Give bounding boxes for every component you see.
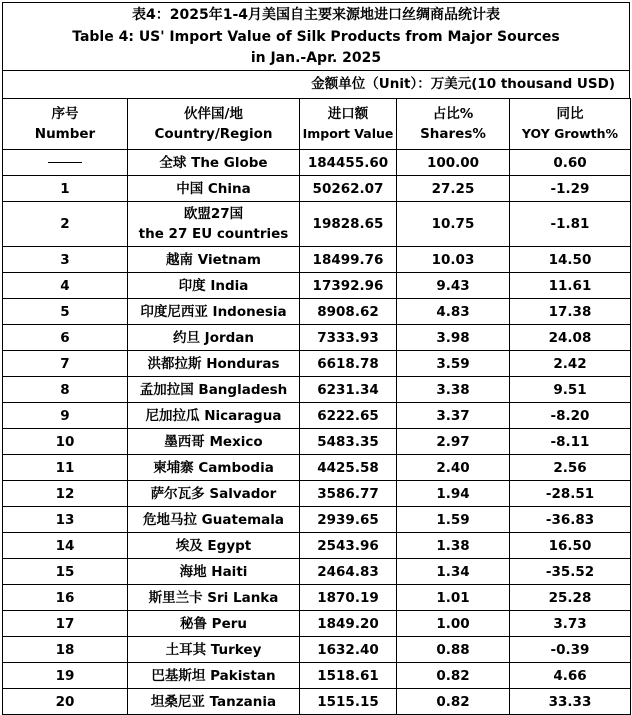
statistics-sheet xyxy=(2,2,630,710)
cell-shares: 27.25 xyxy=(397,176,510,202)
table-row xyxy=(3,299,631,325)
cell-number: 8 xyxy=(3,377,128,403)
table-row xyxy=(3,429,631,455)
cell-country: 中国 China xyxy=(128,176,300,202)
cell-number: 9 xyxy=(3,403,128,429)
cell-country: 洪都拉斯 Honduras xyxy=(128,351,300,377)
table-row xyxy=(3,585,631,611)
cell-number: 18 xyxy=(3,637,128,663)
cell-import-value: 2464.83 xyxy=(300,559,397,585)
table-row xyxy=(3,663,631,689)
table-row xyxy=(3,325,631,351)
cell-shares: 1.34 xyxy=(397,559,510,585)
title-chinese: 表4：2025年1-4月美国自主要来源地进口丝绸商品统计表 xyxy=(132,7,500,23)
cell-import-value: 3586.77 xyxy=(300,481,397,507)
header-import-value: 进口额 Import Value xyxy=(300,99,397,150)
cell-import-value: 1849.20 xyxy=(300,611,397,637)
cell-shares: 10.03 xyxy=(397,247,510,273)
cell-yoy: 33.33 xyxy=(510,689,631,715)
cell-number: 15 xyxy=(3,559,128,585)
cell-yoy: 11.61 xyxy=(510,273,631,299)
cell-country: 越南 Vietnam xyxy=(128,247,300,273)
table-row xyxy=(3,689,631,715)
cell-import-value: 19828.65 xyxy=(300,202,397,247)
cell-shares: 100.00 xyxy=(397,150,510,176)
cell-country: 海地 Haiti xyxy=(128,559,300,585)
table-row xyxy=(3,455,631,481)
cell-shares: 1.38 xyxy=(397,533,510,559)
cell-number: 19 xyxy=(3,663,128,689)
table-row xyxy=(3,247,631,273)
cell-import-value: 8908.62 xyxy=(300,299,397,325)
cell-country: 土耳其 Turkey xyxy=(128,637,300,663)
cell-number: 16 xyxy=(3,585,128,611)
table-row xyxy=(3,351,631,377)
cell-shares: 1.01 xyxy=(397,585,510,611)
cell-shares: 1.59 xyxy=(397,507,510,533)
cell-shares: 3.38 xyxy=(397,377,510,403)
table-row xyxy=(3,202,631,247)
cell-yoy: 2.56 xyxy=(510,455,631,481)
table-row xyxy=(3,150,631,176)
cell-shares: 0.82 xyxy=(397,689,510,715)
cell-import-value: 1515.15 xyxy=(300,689,397,715)
cell-number: 7 xyxy=(3,351,128,377)
cell-import-value: 17392.96 xyxy=(300,273,397,299)
title-period: in Jan.-Apr. 2025 xyxy=(250,50,382,66)
cell-number: 14 xyxy=(3,533,128,559)
cell-country: 危地马拉 Guatemala xyxy=(128,507,300,533)
cell-number: 1 xyxy=(3,176,128,202)
cell-yoy: -0.39 xyxy=(510,637,631,663)
table-row xyxy=(3,273,631,299)
cell-country: 全球 The Globe xyxy=(128,150,300,176)
cell-yoy: 25.28 xyxy=(510,585,631,611)
table-row xyxy=(3,481,631,507)
table-row xyxy=(3,377,631,403)
cell-shares: 0.82 xyxy=(397,663,510,689)
table-row xyxy=(3,507,631,533)
cell-import-value: 4425.58 xyxy=(300,455,397,481)
cell-shares: 10.75 xyxy=(397,202,510,247)
cell-shares: 3.59 xyxy=(397,351,510,377)
cell-country: 埃及 Egypt xyxy=(128,533,300,559)
cell-shares: 9.43 xyxy=(397,273,510,299)
cell-number: 12 xyxy=(3,481,128,507)
cell-yoy: 24.08 xyxy=(510,325,631,351)
cell-country: 印度尼西亚 Indonesia xyxy=(128,299,300,325)
table-body xyxy=(3,150,631,715)
cell-shares: 3.98 xyxy=(397,325,510,351)
cell-country: 巴基斯坦 Pakistan xyxy=(128,663,300,689)
cell-number: 3 xyxy=(3,247,128,273)
import-table xyxy=(2,98,631,715)
table-row xyxy=(3,403,631,429)
cell-number: 4 xyxy=(3,273,128,299)
cell-import-value: 184455.60 xyxy=(300,150,397,176)
cell-country: 尼加拉瓜 Nicaragua xyxy=(128,403,300,429)
cell-country: 萨尔瓦多 Salvador xyxy=(128,481,300,507)
header-shares: 占比% Shares% xyxy=(397,99,510,150)
cell-import-value: 6222.65 xyxy=(300,403,397,429)
cell-shares: 3.37 xyxy=(397,403,510,429)
cell-import-value: 1632.40 xyxy=(300,637,397,663)
cell-country: 坦桑尼亚 Tanzania xyxy=(128,689,300,715)
cell-country: 墨西哥 Mexico xyxy=(128,429,300,455)
cell-yoy: -8.20 xyxy=(510,403,631,429)
cell-yoy: -28.51 xyxy=(510,481,631,507)
cell-import-value: 6231.34 xyxy=(300,377,397,403)
cell-import-value: 2543.96 xyxy=(300,533,397,559)
cell-import-value: 18499.76 xyxy=(300,247,397,273)
cell-yoy: 0.60 xyxy=(510,150,631,176)
cell-country: 约旦 Jordan xyxy=(128,325,300,351)
table-row xyxy=(3,611,631,637)
cell-number: 5 xyxy=(3,299,128,325)
cell-shares: 4.83 xyxy=(397,299,510,325)
cell-country: 柬埔寨 Cambodia xyxy=(128,455,300,481)
cell-number: 17 xyxy=(3,611,128,637)
cell-import-value: 50262.07 xyxy=(300,176,397,202)
cell-import-value: 5483.35 xyxy=(300,429,397,455)
cell-yoy: 9.51 xyxy=(510,377,631,403)
cell-import-value: 6618.78 xyxy=(300,351,397,377)
cell-yoy: 16.50 xyxy=(510,533,631,559)
header-number: 序号 Number xyxy=(3,99,128,150)
table-row xyxy=(3,176,631,202)
cell-number: 2 xyxy=(3,202,128,247)
cell-country: 印度 India xyxy=(128,273,300,299)
cell-import-value: 2939.65 xyxy=(300,507,397,533)
cell-import-value: 7333.93 xyxy=(300,325,397,351)
cell-number: 11 xyxy=(3,455,128,481)
table-title-block xyxy=(2,2,630,70)
header-row xyxy=(3,99,631,150)
cell-number xyxy=(3,150,128,176)
cell-yoy: 3.73 xyxy=(510,611,631,637)
cell-shares: 0.88 xyxy=(397,637,510,663)
cell-number: 20 xyxy=(3,689,128,715)
cell-yoy: 14.50 xyxy=(510,247,631,273)
cell-yoy: -8.11 xyxy=(510,429,631,455)
cell-yoy: -1.29 xyxy=(510,176,631,202)
cell-yoy: 4.66 xyxy=(510,663,631,689)
cell-import-value: 1870.19 xyxy=(300,585,397,611)
cell-shares: 2.40 xyxy=(397,455,510,481)
title-english: Table 4: US' Import Value of Silk Products from Major Sources xyxy=(72,28,560,45)
table-row xyxy=(3,533,631,559)
table-row xyxy=(3,559,631,585)
unit-note: 金额单位（Unit）：万美元(10 thousand USD) xyxy=(2,70,630,98)
cell-yoy: -1.81 xyxy=(510,202,631,247)
header-country: 伙伴国/地 Country/Region xyxy=(128,99,300,150)
cell-number: 6 xyxy=(3,325,128,351)
cell-country: 孟加拉国 Bangladesh xyxy=(128,377,300,403)
cell-country: 欧盟27国 the 27 EU countries xyxy=(128,202,300,247)
cell-yoy: 2.42 xyxy=(510,351,631,377)
cell-yoy: -35.52 xyxy=(510,559,631,585)
cell-shares: 2.97 xyxy=(397,429,510,455)
cell-shares: 1.00 xyxy=(397,611,510,637)
cell-yoy: 17.38 xyxy=(510,299,631,325)
header-yoy: 同比 YOY Growth% xyxy=(510,99,631,150)
cell-import-value: 1518.61 xyxy=(300,663,397,689)
cell-country: 斯里兰卡 Sri Lanka xyxy=(128,585,300,611)
cell-yoy: -36.83 xyxy=(510,507,631,533)
cell-number: 13 xyxy=(3,507,128,533)
dash-mark xyxy=(48,162,82,163)
cell-shares: 1.94 xyxy=(397,481,510,507)
cell-country: 秘鲁 Peru xyxy=(128,611,300,637)
table-row xyxy=(3,637,631,663)
cell-number: 10 xyxy=(3,429,128,455)
